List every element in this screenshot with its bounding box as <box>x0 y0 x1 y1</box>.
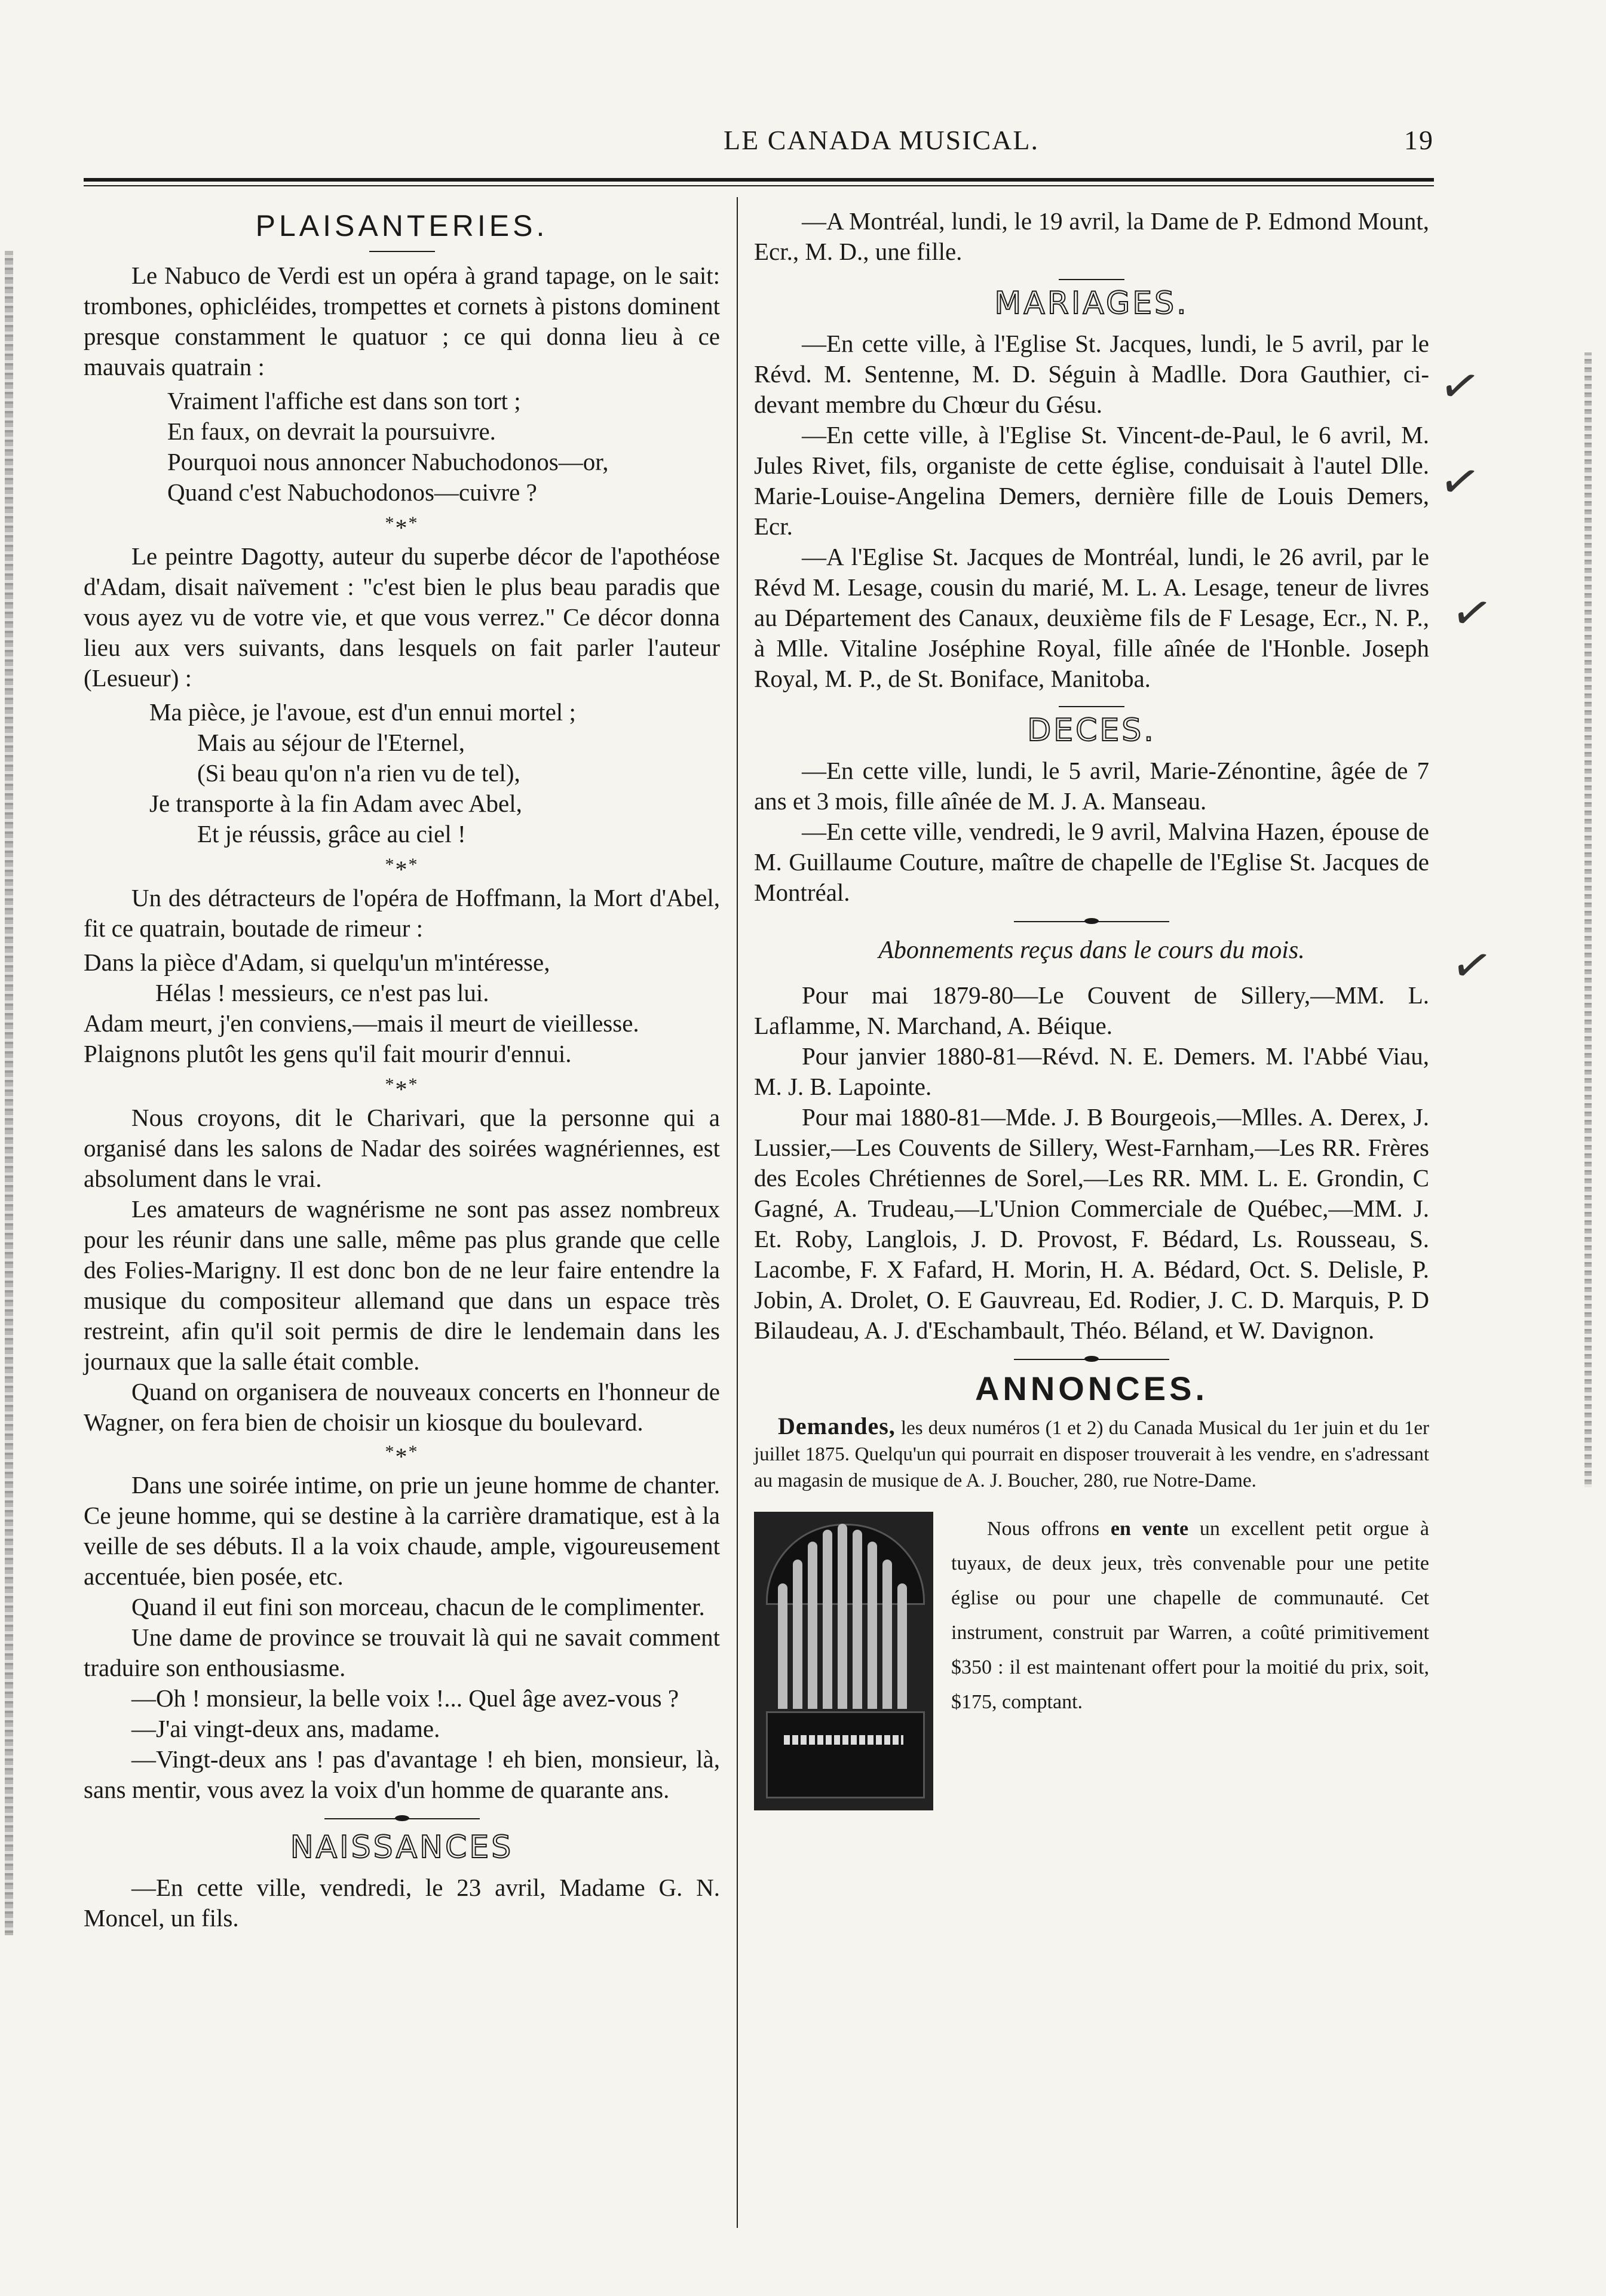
verse-line: (Si beau qu'on n'a rien vu de tel), <box>197 759 520 787</box>
header-rule-thick <box>84 178 1434 182</box>
verse-line: Ma pièce, je l'avoue, est d'un ennui mortel ; <box>149 698 576 726</box>
paragraph: Pour mai 1880-81—Mde. J. B Bourgeois,—Mlles. A. Derex, J. Lussier,—Les Couvents de Sillery, West-Farnham,—Les RR. Frères des Ecoles Chrétiennes de Sorel,—Les RR. MM. L. E. Grondin, C Gagné, A. Trudeau,—L'Union Commerciale de Québec,—MM. J. Et. Roby, Langlois, J. D. Provost, F. Bédard, Ls. Rousseau, S. Lacombe, F. X Fafard, H. Morin, H. A. Bédard, Oct. S. Delisle, P. Jobin, A. Drolet, O. E Gauvreau, Ed. Rodier, J. C. D. Marquis, P. D Bilaudeau, A. J. d'Eschambault, Théo. Béland, et W. Davignon. <box>754 1103 1429 1344</box>
column-divider <box>737 197 738 2228</box>
asterism: *** <box>385 1442 419 1470</box>
paragraph: Pour mai 1879-80—Le Couvent de Sillery,—MM. L. Laflamme, N. Marchand, A. Béique. <box>754 981 1429 1039</box>
paragraph: —J'ai vingt-deux ans, madame. <box>131 1715 440 1742</box>
paragraph: —En cette ville, à l'Eglise St. Vincent-de-Paul, le 6 avril, M. Jules Rivet, fils, organiste de cette église, conduisait à l'autel Dlle. Marie-Louise-Angelina Demers, dernière fille de Louis Demers, Ecr. <box>754 421 1429 540</box>
publication-title: LE CANADA MUSICAL. <box>724 125 1039 155</box>
paragraph: Quand il eut fini son morceau, chacun de le complimenter. <box>131 1593 705 1620</box>
paragraph: Une dame de province se trouvait là qui ne savait comment traduire son enthousiasme. <box>84 1623 720 1681</box>
paragraph: Un des détracteurs de l'opéra de Hoffmann, la Mort d'Abel, fit ce quatrain, boutade de rimeur : <box>84 884 720 942</box>
binding-edge-right <box>1584 352 1592 1487</box>
binding-edge-left <box>5 251 13 1935</box>
section-heading-annonces: ANNONCES. <box>974 1370 1209 1407</box>
paragraph: —A Montréal, lundi, le 19 avril, la Dame de P. Edmond Mount, Ecr., M. D., une fille. <box>754 207 1429 265</box>
section-heading-plaisanteries: PLAISANTERIES. <box>255 209 548 243</box>
section-heading-deces: DECES. <box>1027 713 1156 748</box>
paragraph: —Vingt-deux ans ! pas d'avantage ! eh bien, monsieur, là, sans mentir, vous avez la voix d'un homme de quarante ans. <box>84 1745 720 1803</box>
paragraph: Quand on organisera de nouveaux concerts en l'honneur de Wagner, on fera bien de choisir un kiosque du boulevard. <box>84 1378 720 1436</box>
pencil-check-mark: ✓ <box>1435 355 1485 418</box>
pencil-check-mark: ✓ <box>1446 582 1497 644</box>
verse-line: Je transporte à la fin Adam avec Abel, <box>149 790 522 817</box>
ad-organ-body: un excellent petit orgue à tuyaux, de deux jeux, très convenable pour une petite église ou pour une chapelle de communauté. Cet instrument, construit par Warren, a coûté primitivement $350 : il est maintenant offert pour la moitié du prix, soit, $175, comptant. <box>951 1518 1429 1713</box>
paragraph: Nous croyons, dit le Charivari, que la personne qui a organisé dans les salons de Nadar des soirées wagnériennes, est absolument dans le vrai. <box>84 1104 720 1192</box>
section-heading-naissances: NAISSANCES <box>290 1830 514 1865</box>
section-heading-mariages: MARIAGES. <box>994 286 1189 321</box>
verse-2 <box>84 697 720 849</box>
ad-organ-pre: Nous offrons <box>987 1518 1100 1540</box>
verse-1 <box>84 386 720 508</box>
ad-organ-bold: en vente <box>1110 1518 1189 1540</box>
subscriptions-heading: Abonnements reçus dans le cours du mois. <box>878 937 1305 964</box>
asterism: *** <box>385 513 419 541</box>
verse-line: Et je réussis, grâce au ciel ! <box>197 820 466 848</box>
ornamental-rule <box>324 1818 480 1819</box>
short-rule <box>1059 706 1124 707</box>
paragraph: Dans une soirée intime, on prie un jeune homme de chanter. Ce jeune homme, qui se destine à la carrière dramatique, est à la veille de ses débuts. Il a la voix chaude, ample, vigoureusement accentuée, bien posée, etc. <box>84 1471 720 1590</box>
paragraph: —En cette ville, lundi, le 5 avril, Marie-Zénontine, âgée de 7 ans et 3 mois, fille aînée de M. J. A. Manseau. <box>754 757 1429 815</box>
verse-line: Adam meurt, j'en conviens,—mais il meurt de vieillesse. <box>84 1009 639 1037</box>
pencil-check-mark: ✓ <box>1446 934 1497 997</box>
paragraph: —Oh ! monsieur, la belle voix !... Quel âge avez-vous ? <box>131 1684 679 1712</box>
verse-line: Dans la pièce d'Adam, si quelqu'un m'intéresse, <box>84 949 550 976</box>
verse-line: Pourquoi nous annoncer Nabuchodonos—or, <box>167 448 609 475</box>
asterism: *** <box>385 1075 419 1103</box>
paragraph: —En cette ville, à l'Eglise St. Jacques, lundi, le 5 avril, par le Révd. M. Sentenne, M. D. Séguin à Madlle. Dora Gauthier, ci-devant membre du Chœur du Gésu. <box>754 330 1429 418</box>
pencil-check-mark: ✓ <box>1435 450 1485 513</box>
ornamental-rule <box>1014 1359 1169 1360</box>
verse-line: Quand c'est Nabuchodonos—cuivre ? <box>167 478 537 506</box>
running-head <box>84 124 1434 156</box>
ad-organ-text <box>951 1512 1429 1720</box>
ornamental-rule <box>1014 921 1169 922</box>
pipe-organ-illustration <box>754 1512 933 1810</box>
verse-line: Plaignons plutôt les gens qu'il fait mourir d'ennui. <box>84 1040 572 1067</box>
left-column <box>84 206 720 1933</box>
paragraph: —A l'Eglise St. Jacques de Montréal, lundi, le 26 avril, par le Révd M. Lesage, cousin du marié, M. L. A. Lesage, teneur de livres au Département des Canaux, deuxième fils de F Lesage, Ecr., N. P., à Mlle. Vitaline Joséphine Royal, fille aînée de l'Honble. Joseph Royal, M. P., de St. Boniface, Manitoba. <box>754 543 1429 692</box>
verse-line: Hélas ! messieurs, ce n'est pas lui. <box>155 979 489 1006</box>
verse-line: Mais au séjour de l'Eternel, <box>197 729 465 756</box>
asterism: *** <box>385 855 419 883</box>
ad-organ-for-sale <box>754 1512 1429 1822</box>
short-rule <box>369 251 435 252</box>
paragraph: Le peintre Dagotty, auteur du superbe décor de l'apothéose d'Adam, disait naïvement : "c'est bien le plus beau paradis que vous ayez vu de votre vie, et que vous verrez." Ce décor donna lieu aux vers suivants, dans lesquels on fait parler l'auteur (Lesueur) : <box>84 542 720 692</box>
paragraph: —En cette ville, vendredi, le 9 avril, Malvina Hazen, épouse de M. Guillaume Couture, maître de chapelle de l'Eglise St. Jacques de Montréal. <box>754 818 1429 906</box>
verse-line: Vraiment l'affiche est dans son tort ; <box>167 387 521 415</box>
paragraph: —En cette ville, vendredi, le 23 avril, Madame G. N. Moncel, un fils. <box>84 1874 720 1932</box>
verse-line: En faux, on devrait la poursuivre. <box>167 418 496 445</box>
ad-demandes-label: Demandes, <box>778 1413 896 1439</box>
paragraph: Le Nabuco de Verdi est un opéra à grand tapage, on le sait: trombones, ophicléides, trompettes et cornets à pistons dominent presque constamment le quatuor ; ce qui donna lieu à ce mauvais quatrain : <box>84 262 720 380</box>
verse-3 <box>84 947 720 1069</box>
header-rule-thin <box>84 185 1434 186</box>
paragraph: Les amateurs de wagnérisme ne sont pas assez nombreux pour les réunir dans une salle, même pas plus grande que celle des Folies-Marigny. Il est donc bon de ne leur faire entendre la musique du compositeur allemand que dans un espace très restreint, afin qu'il soit permis de dire le lendemain dans les journaux que la salle était comble. <box>84 1195 720 1375</box>
paragraph: Pour janvier 1880-81—Révd. N. E. Demers. M. l'Abbé Viau, M. J. B. Lapointe. <box>754 1042 1429 1100</box>
right-column <box>754 206 1429 1822</box>
ad-demandes-text: les deux numéros (1 et 2) du Canada Musical du 1er juin et du 1er juillet 1875. Quelqu'un qui pourrait en disposer trouverait à les vendre, en s'adressant au magasin de musique de A. J. Boucher, 280, rue Notre-Dame. <box>754 1417 1430 1491</box>
ad-demandes <box>754 1413 1429 1494</box>
short-rule <box>1059 279 1124 280</box>
page-number: 19 <box>1404 125 1434 155</box>
